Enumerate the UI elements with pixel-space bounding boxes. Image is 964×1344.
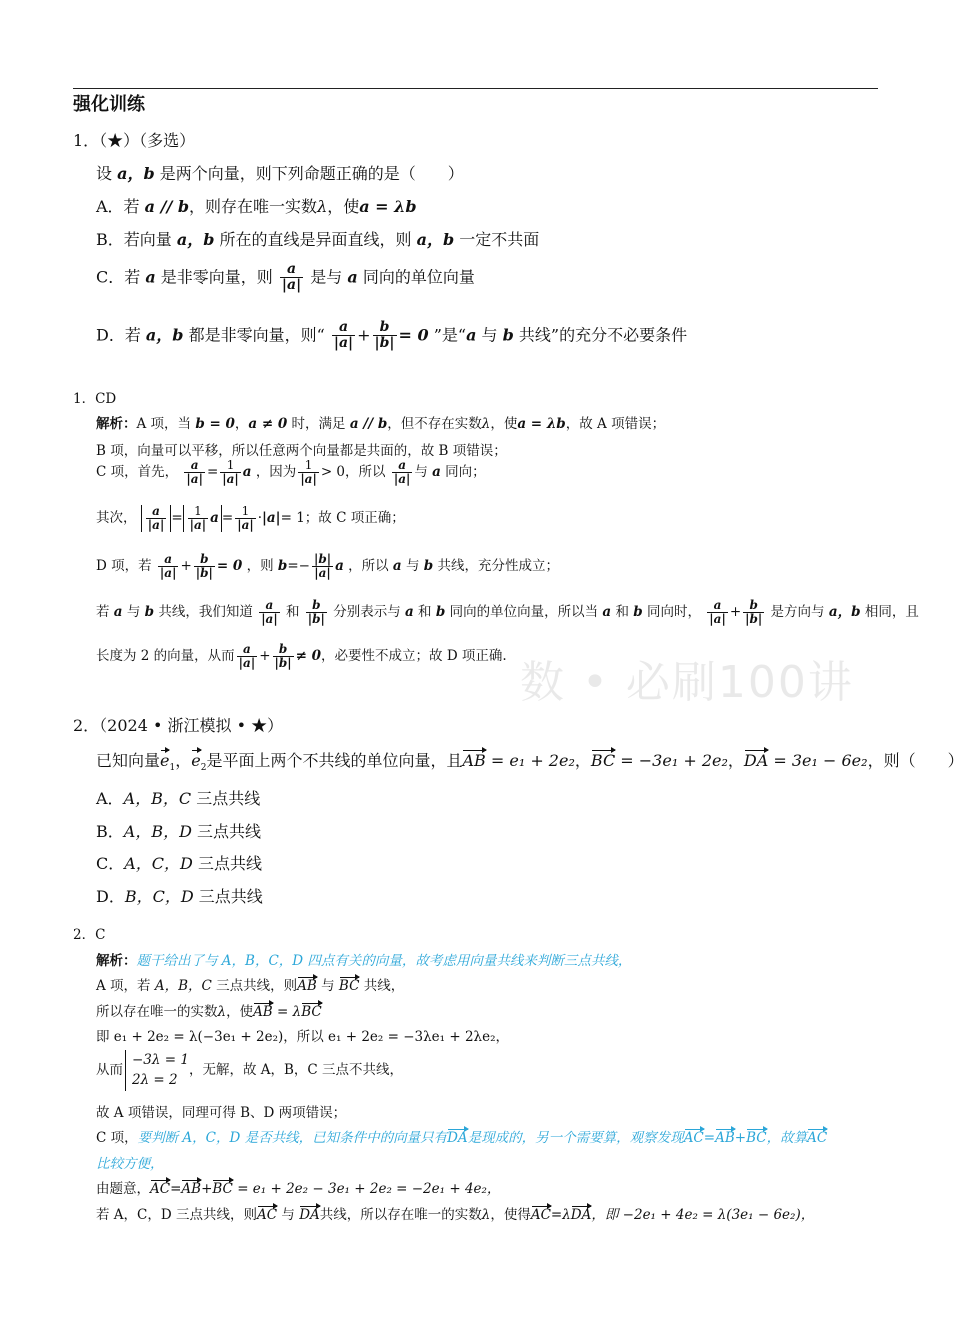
a2-line-9: 由题意，AC=AB+BC = e₁ + 2e₂ − 3e₁ + 2e₂ = −2e₁ + 4e₂， [96, 1181, 501, 1197]
a2-line-5: 从而 −3λ = 1 2λ = 2 ，无解，故 A，B，C 三点不共线， [96, 1050, 403, 1091]
a1-line-d2: 若 a 与 b 共线，我们知道 $\frac{a}{|a|}$ 和 $\frac{b}{|b|}$ 分别表示与 a 和 b 同向的单位向量，所以当 a 和 b 同向时， $\frac{a}{|a|}$ + $\frac{b}{|b|}$ 是方向与 a，b 相同，且 [96, 598, 919, 627]
a2-line-3: 所以存在唯一的实数λ，使AB = λBC [96, 1004, 322, 1020]
header-rule [73, 88, 878, 89]
q1-option-c: C．若 a 是非零向量，则 $\frac{a}{|a|}$ 是与 a 同向的单位向量 [96, 261, 475, 294]
watermark: 数 • 必刷100讲 [520, 657, 854, 708]
section-title: 强化训练 [73, 94, 145, 115]
a2-line-4: 即 e₁ + 2e₂ = λ(−3e₁ + 2e₂)，所以 e₁ + 2e₂ = −3λe₁ + 2λe₂， [96, 1029, 510, 1045]
q2-option-d: D．B，C，D 三点共线 [96, 887, 263, 906]
q2-option-a: A．A，B，C 三点共线 [96, 789, 261, 808]
a2-answer: 2．C [73, 927, 106, 943]
q1-option-b: B．若向量 a，b 所在的直线是异面直线，则 a，b 一定不共面 [96, 230, 540, 249]
a1-line-c: C 项，首先， $\frac{a}{|a|}$ = $\frac{1}{|a|}$ a ，因为 $\frac{1}{|a|}$ > 0，所以 $\frac{a}{|a|}$ 与 a 同向； [96, 458, 486, 487]
equation-system: −3λ = 1 2λ = 2 [125, 1050, 189, 1091]
q1-stem: 设 a，b 是两个向量，则下列命题正确的是（ ） [96, 164, 464, 183]
a1-line-a: 解析：A 项，当 b = 0，a ≠ 0 时，满足 a // b，但不存在实数λ，使a = λb，故 A 项错误； [96, 416, 666, 432]
q2-stem: 已知向量$e_1$，$e_2$是平面上两个不共线的单位向量，且AB = e₁ + 2e₂，BC = −3e₁ + 2e₂，DA = 3e₁ − 6e₂，则（ ） [96, 751, 964, 774]
q1-option-d: D．若 a，b 都是非零向量，则“ $\frac{a}{|a|}$ + $\frac{b}{|b|}$ = 0 ”是“a 与 b 共线”的充分不必要条件 [96, 319, 688, 352]
a2-line-10: 若 A，C，D 三点共线，则AC 与 DA共线，所以存在唯一的实数λ，使得AC=λDA，即 −2e₁ + 4e₂ = λ(3e₁ − 6e₂)， [96, 1207, 815, 1223]
a2-hint-1: 解析：题干给出了与 A，B，C，D 四点有关的向量，故考虑用向量共线来判断三点共线， [96, 953, 632, 969]
a2-line-7: C 项，要判断 A，C，D 是否共线，已知条件中的向量只有DA是现成的，另一个需要算，观察发现AC=AB+BC，故算AC [96, 1130, 828, 1146]
fraction: $\frac{a}{|a|}$ [281, 261, 302, 294]
q2-option-c: C．A，C，D 三点共线 [96, 854, 262, 873]
a2-line-2: A 项，若 A，B，C 三点共线，则AB 与 BC 共线， [96, 978, 405, 994]
a1-line-c2: 其次， $\frac{a}{|a|}$ = $\frac{1}{|a|}$ a = $\frac{1}{|a|}$ ·|a|= 1；故 C 项正确； [96, 504, 405, 533]
a1-answer: 1．CD [73, 391, 117, 407]
q2-option-b: B．A，B，D 三点共线 [96, 822, 262, 841]
a2-line-6: 故 A 项错误，同理可得 B、D 两项错误； [96, 1105, 347, 1121]
a1-line-d: D 项，若 $\frac{a}{|a|}$ + $\frac{b}{|b|}$ = 0 ，则 b=− $\frac{|b|}{|a|}$ a ，所以 a 与 b 共线，充分性成立； [96, 552, 560, 581]
q2-header: 2．（2024 • 浙江模拟 • ★） [73, 716, 284, 735]
q1-option-a: A．若 a // b，则存在唯一实数λ，使a = λb [96, 197, 417, 216]
a1-line-b: B 项，向量可以平移，所以任意两个向量都是共面的，故 B 项错误； [96, 443, 507, 459]
a1-line-d3: 长度为 2 的向量，从而 $\frac{a}{|a|}$ + $\frac{b}{|b|}$ ≠ 0，必要性不成立；故 D 项正确. [96, 642, 507, 671]
q1-header: 1．（★）（多选） [73, 131, 196, 150]
a2-line-8: 比较方便， [96, 1156, 164, 1172]
